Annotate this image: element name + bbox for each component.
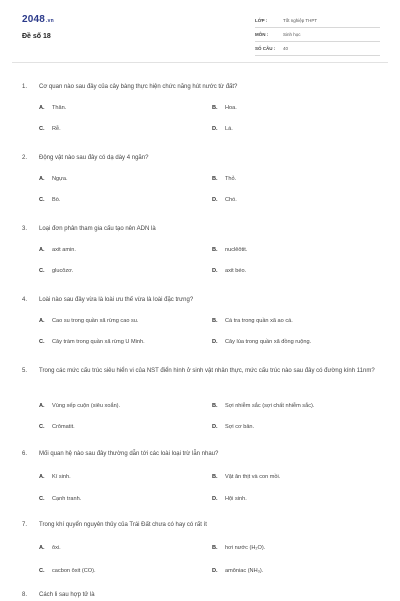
option-text: Kí sinh.: [52, 474, 71, 480]
question-number: 2.: [22, 155, 28, 161]
option-text: Lá.: [225, 126, 233, 132]
option-letter: C.: [39, 197, 45, 203]
option-a[interactable]: [39, 403, 120, 409]
option-a[interactable]: [39, 105, 66, 111]
exam-meta: [255, 14, 380, 56]
option-letter: A.: [39, 545, 45, 551]
question-text: Trong khí quyển nguyên thủy của Trái Đất chưa có hay có rất ít: [39, 521, 207, 528]
option-c[interactable]: [39, 339, 145, 345]
option-text: Cạnh tranh.: [52, 496, 82, 502]
option-letter: A.: [39, 105, 45, 111]
option-letter: B.: [212, 403, 218, 409]
question-number: 6.: [22, 451, 28, 457]
option-text: Sợi cơ bản.: [225, 424, 255, 430]
option-text: glucôzơ.: [52, 268, 74, 274]
option-letter: D.: [212, 568, 218, 574]
question-number: 3.: [22, 226, 28, 232]
option-d[interactable]: [212, 496, 247, 502]
question-text: Trong các mức cấu trúc siêu hiển vi của NST điển hình ở sinh vật nhân thực, mức cấu trúc nào sau đây có đường kính 11nm?: [39, 367, 375, 374]
question-text: Động vật nào sau đây có dạ dày 4 ngăn?: [39, 154, 149, 161]
question-number: 1.: [22, 84, 28, 90]
option-letter: A.: [39, 176, 45, 182]
option-text: amôniac (NH₃).: [225, 568, 264, 574]
option-d[interactable]: [212, 126, 233, 132]
question-text: Mối quan hệ nào sau đây thường dẫn tới các loài loại trừ lẫn nhau?: [39, 450, 219, 457]
option-a[interactable]: [39, 247, 76, 253]
option-text: axit béo.: [225, 268, 247, 274]
option-b[interactable]: [212, 545, 265, 551]
option-text: Vùng xếp cuộn (siêu xoắn).: [52, 403, 121, 409]
option-letter: D.: [212, 496, 218, 502]
option-b[interactable]: [212, 176, 236, 182]
option-text: Thân.: [52, 105, 67, 111]
option-d[interactable]: [212, 568, 263, 574]
meta-value: 40: [283, 46, 289, 51]
option-letter: B.: [212, 474, 218, 480]
option-letter: A.: [39, 247, 45, 253]
meta-label: MÔN :: [255, 32, 269, 37]
option-c[interactable]: [39, 496, 81, 502]
question-text: Loại đơn phân tham gia cấu tạo nên ADN là: [39, 225, 156, 232]
meta-label: SỐ CÂU :: [255, 46, 276, 51]
option-c[interactable]: [39, 126, 61, 132]
option-d[interactable]: [212, 424, 254, 430]
option-b[interactable]: [212, 403, 314, 409]
header-divider: [12, 62, 388, 63]
logo-text: 2048: [22, 14, 46, 25]
option-text: Ngựa.: [52, 176, 68, 182]
option-letter: D.: [212, 197, 218, 203]
question-text: Cách li sau hợp tử là: [39, 591, 95, 598]
option-letter: D.: [212, 268, 218, 274]
meta-value: Sinh học: [283, 32, 301, 37]
option-text: Bò.: [52, 197, 61, 203]
option-c[interactable]: [39, 268, 73, 274]
question-number: 4.: [22, 297, 28, 303]
option-a[interactable]: [39, 474, 71, 480]
option-letter: A.: [39, 474, 45, 480]
option-text: Rễ.: [52, 126, 61, 132]
meta-row-subject: [255, 28, 380, 42]
question-number: 8.: [22, 592, 28, 598]
option-letter: C.: [39, 126, 45, 132]
option-b[interactable]: [212, 474, 280, 480]
option-text: Thỏ.: [225, 176, 237, 182]
option-text: Crômatit.: [52, 424, 75, 430]
option-letter: D.: [212, 126, 218, 132]
option-text: Chó.: [225, 197, 237, 203]
option-text: nuclêôtit.: [225, 247, 248, 253]
option-letter: C.: [39, 568, 45, 574]
option-a[interactable]: [39, 318, 138, 324]
option-c[interactable]: [39, 568, 96, 574]
option-text: Cá tra trong quần xã ao cá.: [225, 318, 293, 324]
option-text: Sợi nhiễm sắc (sợi chất nhiễm sắc).: [225, 403, 315, 409]
option-text: ôxi.: [52, 545, 61, 551]
meta-row-count: [255, 42, 380, 56]
option-b[interactable]: [212, 247, 247, 253]
option-letter: A.: [39, 403, 45, 409]
option-letter: C.: [39, 424, 45, 430]
exam-code: Đề số 18: [22, 33, 51, 40]
meta-row-class: [255, 14, 380, 28]
logo-suffix: .vn: [46, 18, 54, 24]
option-d[interactable]: [212, 268, 246, 274]
question-number: 5.: [22, 368, 28, 374]
question-text: Cơ quan nào sau đây của cây bàng thực hiện chức năng hút nước từ đất?: [39, 83, 238, 90]
option-text: axit amin.: [52, 247, 76, 253]
option-text: Cây lúa trong quần xã đồng ruộng.: [225, 339, 312, 345]
option-d[interactable]: [212, 197, 237, 203]
option-text: Hoa.: [225, 105, 237, 111]
option-letter: D.: [212, 339, 218, 345]
question-text: Loài nào sau đây vừa là loài ưu thế vừa là loài đặc trưng?: [39, 296, 194, 303]
option-letter: C.: [39, 268, 45, 274]
option-c[interactable]: [39, 424, 75, 430]
option-letter: B.: [212, 318, 218, 324]
option-c[interactable]: [39, 197, 60, 203]
option-text: Cao su trong quần xã rừng cao su.: [52, 318, 139, 324]
option-letter: B.: [212, 247, 218, 253]
option-d[interactable]: [212, 339, 311, 345]
option-a[interactable]: [39, 545, 61, 551]
option-text: Cây tràm trong quần xã rừng U Minh.: [52, 339, 145, 345]
option-a[interactable]: [39, 176, 68, 182]
option-b[interactable]: [212, 318, 293, 324]
option-text: Vật ăn thịt và con mồi.: [225, 474, 281, 480]
option-letter: B.: [212, 105, 218, 111]
option-letter: B.: [212, 176, 218, 182]
option-letter: C.: [39, 339, 45, 345]
meta-label: LỚP :: [255, 18, 268, 23]
option-letter: D.: [212, 424, 218, 430]
meta-value: Tốt nghiệp THPT: [283, 18, 318, 23]
option-text: cacbon ôxit (CO).: [52, 568, 96, 574]
question-number: 7.: [22, 522, 28, 528]
option-text: hơi nước (H₂O).: [225, 545, 266, 551]
option-letter: B.: [212, 545, 218, 551]
site-logo[interactable]: [22, 14, 54, 25]
option-letter: A.: [39, 318, 45, 324]
option-text: Hội sinh.: [225, 496, 247, 502]
option-b[interactable]: [212, 105, 237, 111]
option-letter: C.: [39, 496, 45, 502]
